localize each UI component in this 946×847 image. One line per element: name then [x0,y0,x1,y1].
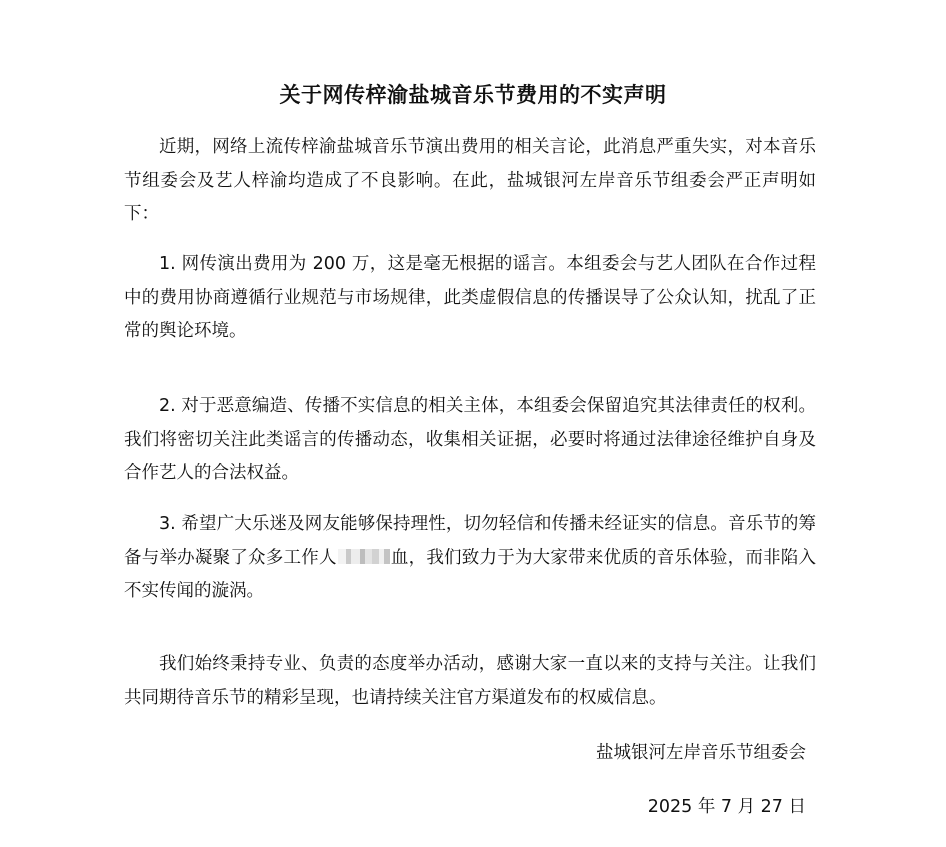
obscured-text-mosaic [338,549,390,564]
document-title: 关于网传梓渝盐城音乐节费用的不实声明 [279,83,667,107]
statement-date: 2025 年 7 月 27 日 [647,797,806,817]
intro-paragraph: 近期，网络上流传梓渝盐城音乐节演出费用的相关言论，此消息严重失实，对本音乐节组委会及艺人梓渝均造成了不良影响。在此，盐城银河左岸音乐节组委会严正声明如下： [124,137,816,224]
item-3-paragraph [124,508,816,609]
item-2-paragraph: 2. 对于恶意编造、传播不实信息的相关主体，本组委会保留追究其法律责任的权利。我们将密切关注此类谣言的传播动态，收集相关证据，必要时将通过法律途径维护自身及合作艺人的合法权益。 [124,396,816,483]
item-3-text-after: 血，我们致力于为大家带来优质的音乐体验，而非陷入不实传闻的漩涡。 [124,547,817,601]
signature: 盐城银河左岸音乐节组委会 [596,743,806,763]
item-1-paragraph: 1. 网传演出费用为 200 万，这是毫无根据的谣言。本组委会与艺人团队在合作过程中的费用协商遵循行业规范与市场规律，此类虚假信息的传播误导了公众认知，扰乱了正常的舆论环境。 [124,254,816,341]
item-3-text-before: 3. 希望广大乐迷及网友能够保持理性，切勿轻信和传播未经证实的信息。音乐节的筹备与举办凝聚了众多工作人 [124,514,816,568]
closing-paragraph: 我们始终秉持专业、负责的态度举办活动，感谢大家一直以来的支持与关注。让我们共同期待音乐节的精彩呈现，也请持续关注官方渠道发布的权威信息。 [124,654,816,708]
